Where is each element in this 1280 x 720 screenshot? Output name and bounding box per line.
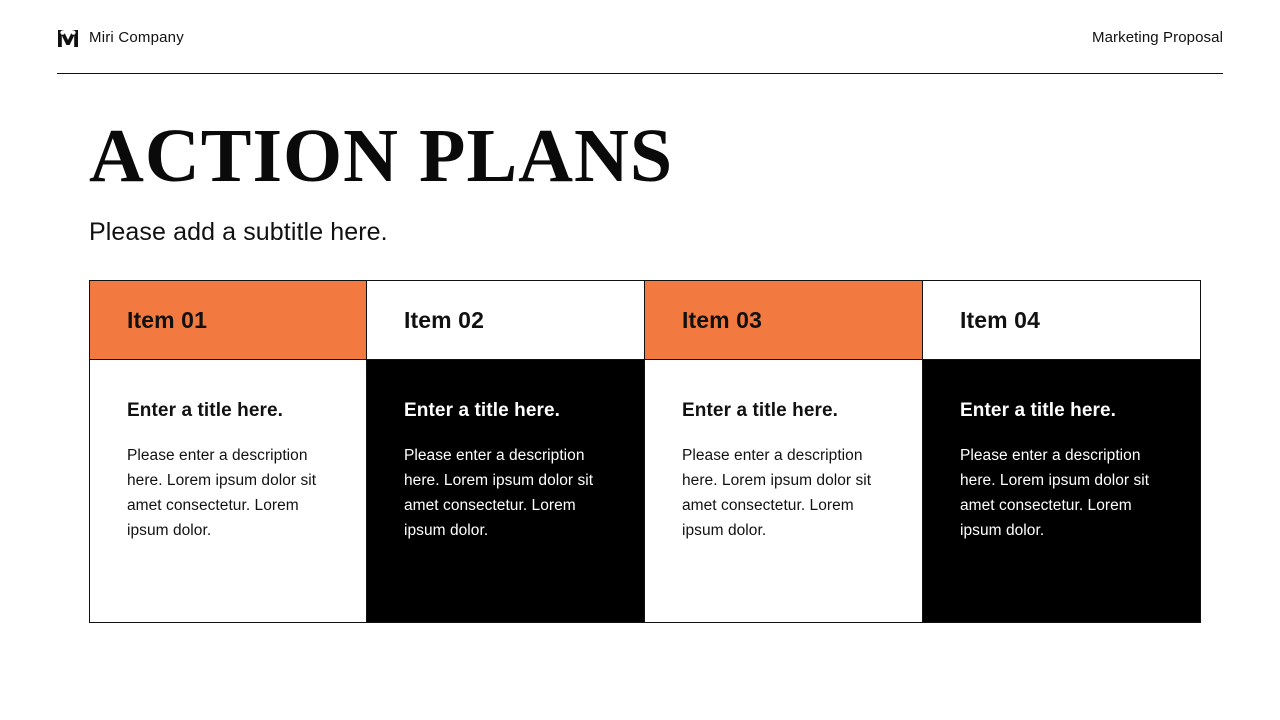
column-body-text-1: Please enter a description here. Lorem ipsum dolor sit amet consectetur. Lorem ipsum dolor.	[127, 447, 317, 539]
column-header-4: Item 04	[923, 281, 1200, 360]
column-body-text-2: Please enter a description here. Lorem ipsum dolor sit amet consectetur. Lorem ipsum dolor.	[404, 447, 594, 539]
table-column-3	[645, 280, 923, 623]
table-column-1	[89, 280, 367, 623]
column-header-2: Item 02	[367, 281, 645, 360]
column-body-title-2: Enter a title here.	[404, 400, 561, 421]
brand-name: Miri Company	[89, 29, 184, 46]
column-body-3	[645, 360, 923, 622]
table-column-2	[367, 280, 645, 623]
slide-header	[57, 28, 1223, 74]
column-body-2	[367, 360, 645, 622]
column-body-text-4: Please enter a description here. Lorem ipsum dolor sit amet consectetur. Lorem ipsum dolor.	[960, 447, 1150, 539]
column-header-1: Item 01	[90, 281, 367, 360]
column-body-text-3: Please enter a description here. Lorem ipsum dolor sit amet consectetur. Lorem ipsum dolor.	[682, 447, 872, 539]
column-body-4	[923, 360, 1200, 622]
column-body-title-4: Enter a title here.	[960, 400, 1117, 421]
header-right-label: Marketing Proposal	[1091, 29, 1223, 46]
brand	[57, 28, 184, 48]
column-header-3: Item 03	[645, 281, 923, 360]
page-subtitle: Please add a subtitle here.	[89, 218, 388, 246]
column-body-title-3: Enter a title here.	[682, 400, 839, 421]
miri-m-logo-icon	[57, 28, 79, 48]
action-plans-table	[89, 280, 1201, 623]
column-body-1	[90, 360, 367, 622]
page-title: ACTION PLANS	[89, 114, 674, 198]
table-column-4	[923, 280, 1201, 623]
column-body-title-1: Enter a title here.	[127, 400, 284, 421]
